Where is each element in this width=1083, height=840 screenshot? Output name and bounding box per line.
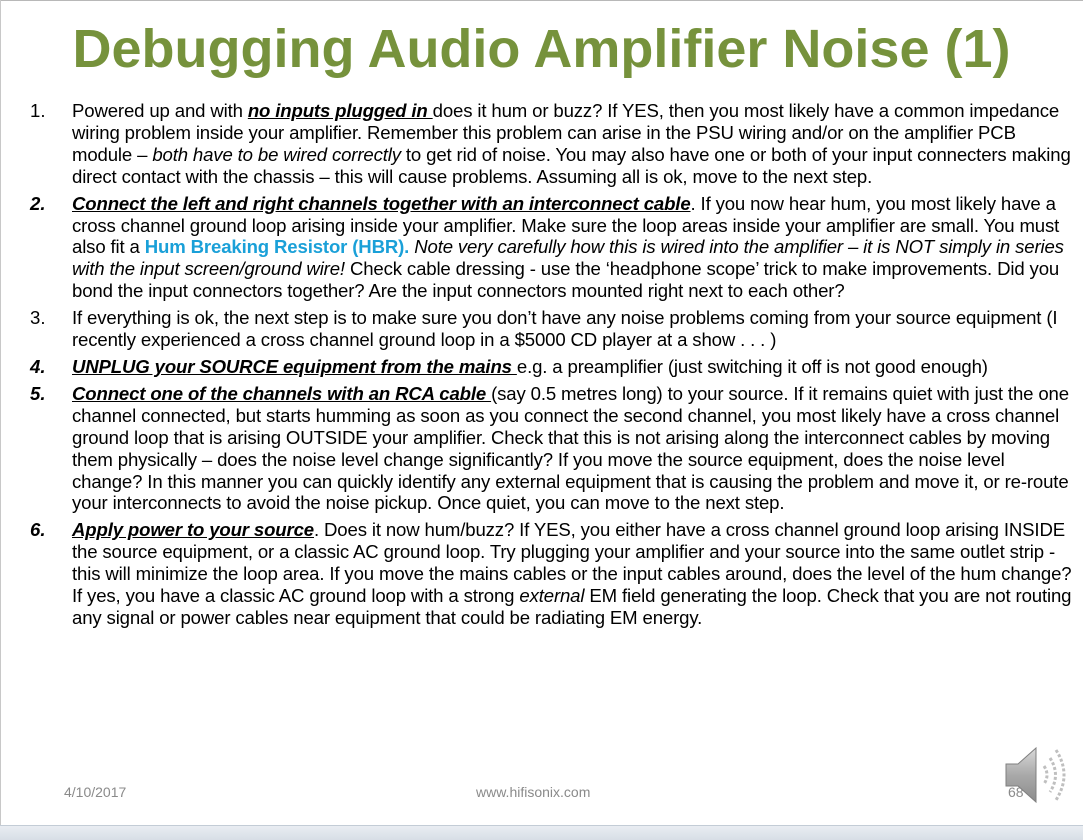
italic-run: Note very carefully how this is wired into the amplifier – it is NOT simply in series with the input screen/ground wire! bbox=[72, 236, 1064, 280]
list-item-1 bbox=[0, 100, 1083, 188]
italic-run: both have to be wired correctly bbox=[152, 143, 401, 165]
text-run: Powered up and with bbox=[72, 100, 248, 121]
list-item-3 bbox=[0, 307, 1083, 351]
list-number: 6. bbox=[30, 519, 46, 541]
emphasis-run: Apply power to your source bbox=[72, 519, 314, 541]
highlight-run: Hum Breaking Resistor (HBR). bbox=[144, 236, 410, 258]
text-run: If everything is ok, the next step is to make sure you don’t have any noise problems coming from your source equipment (I recently experienced a cross channel ground loop in a $5000 CD player at a show . . . ) bbox=[72, 307, 1058, 351]
list-item-text bbox=[72, 193, 1072, 303]
list-item-5 bbox=[0, 383, 1083, 514]
emphasis-run: Connect the left and right channels together with an interconnect cable bbox=[72, 192, 691, 214]
text-run: Check cable dressing - use the ‘headphone scope’ trick to make improvements. Did you bond the input connectors together? Are the input connectors mounted right next to each other? bbox=[72, 258, 1060, 302]
text-run: . If you now hear hum, you most likely have a cross channel ground loop arising inside your amplifier. Make sure the loop areas inside your amplifier are small. You must also fit a bbox=[72, 192, 1060, 258]
list-item-text bbox=[72, 356, 1072, 378]
list-item-2 bbox=[0, 193, 1083, 303]
list-item-text bbox=[72, 307, 1072, 351]
text-run: EM field generating the loop. Check that you are not routing any signal or power cables near equipment that could be radiating EM energy. bbox=[72, 585, 1072, 628]
numbered-list bbox=[0, 100, 1083, 629]
list-item-4 bbox=[0, 356, 1083, 378]
footer-url: www.hifisonix.com bbox=[476, 784, 591, 800]
slide-number: 68 bbox=[1008, 784, 1024, 800]
footer-date: 4/10/2017 bbox=[64, 784, 127, 800]
list-number: 4. bbox=[30, 355, 46, 377]
emphasis-run: Connect one of the channels with an RCA cable bbox=[72, 382, 492, 404]
italic-run: external bbox=[519, 585, 585, 607]
emphasis-run: no inputs plugged in bbox=[247, 100, 433, 121]
slide-top-border bbox=[0, 0, 1083, 1]
list-number: 3. bbox=[30, 307, 46, 329]
text-run: e.g. a preamplifier (just switching it off is not good enough) bbox=[516, 355, 988, 377]
list-number: 5. bbox=[30, 382, 46, 404]
text-run: does it hum or buzz? If YES, then you most likely have a common impedance wiring problem inside your amplifier. Remember this problem can arise in the PSU wiring and/or on the amplifier PCB module – bbox=[72, 100, 1060, 165]
emphasis-run: UNPLUG your SOURCE equipment from the mains bbox=[72, 355, 517, 377]
list-item-text bbox=[72, 519, 1072, 629]
list-number: 2. bbox=[30, 192, 46, 214]
list-item-text bbox=[72, 383, 1072, 514]
text-run: . Does it now hum/buzz? If YES, you either have a cross channel ground loop arising INSIDE the source equipment, or a classic AC ground loop. Try plugging your amplifier and your source into the same outlet strip - this will minimize the loop area. If you move the mains cables or the input cables around, does the level of the hum change? If yes, you have a classic AC ground loop with a strong bbox=[72, 519, 1072, 607]
text-run: (say 0.5 metres long) to your source. If it remains quiet with just the one channel connected, but starts humming as soon as you connect the second channel, you most likely have a cross channel ground loop that is arising OUTSIDE your amplifier. Check that this is not arising along the interconnect cables by moving them physically – does the noise level change significantly? If you move the source equipment, does the noise level change? In this manner you can quickly identify any external equipment that is causing the problem and move it, or re-route your interconnects to avoid the noise pickup. Once quiet, you can move to the next step. bbox=[72, 382, 1069, 514]
speaker-audio-icon[interactable] bbox=[1000, 742, 1076, 808]
list-item-6 bbox=[0, 519, 1083, 629]
slide-title: Debugging Audio Amplifier Noise (1) bbox=[72, 19, 1011, 79]
list-number: 1. bbox=[30, 100, 46, 121]
text-run: to get rid of noise. You may also have one or both of your input connecters making direct contact with the chassis – this will cause problems. Assuming all is ok, move to the next step. bbox=[72, 143, 1071, 187]
window-bottom-bar bbox=[0, 825, 1083, 840]
list-item-text bbox=[72, 100, 1072, 188]
